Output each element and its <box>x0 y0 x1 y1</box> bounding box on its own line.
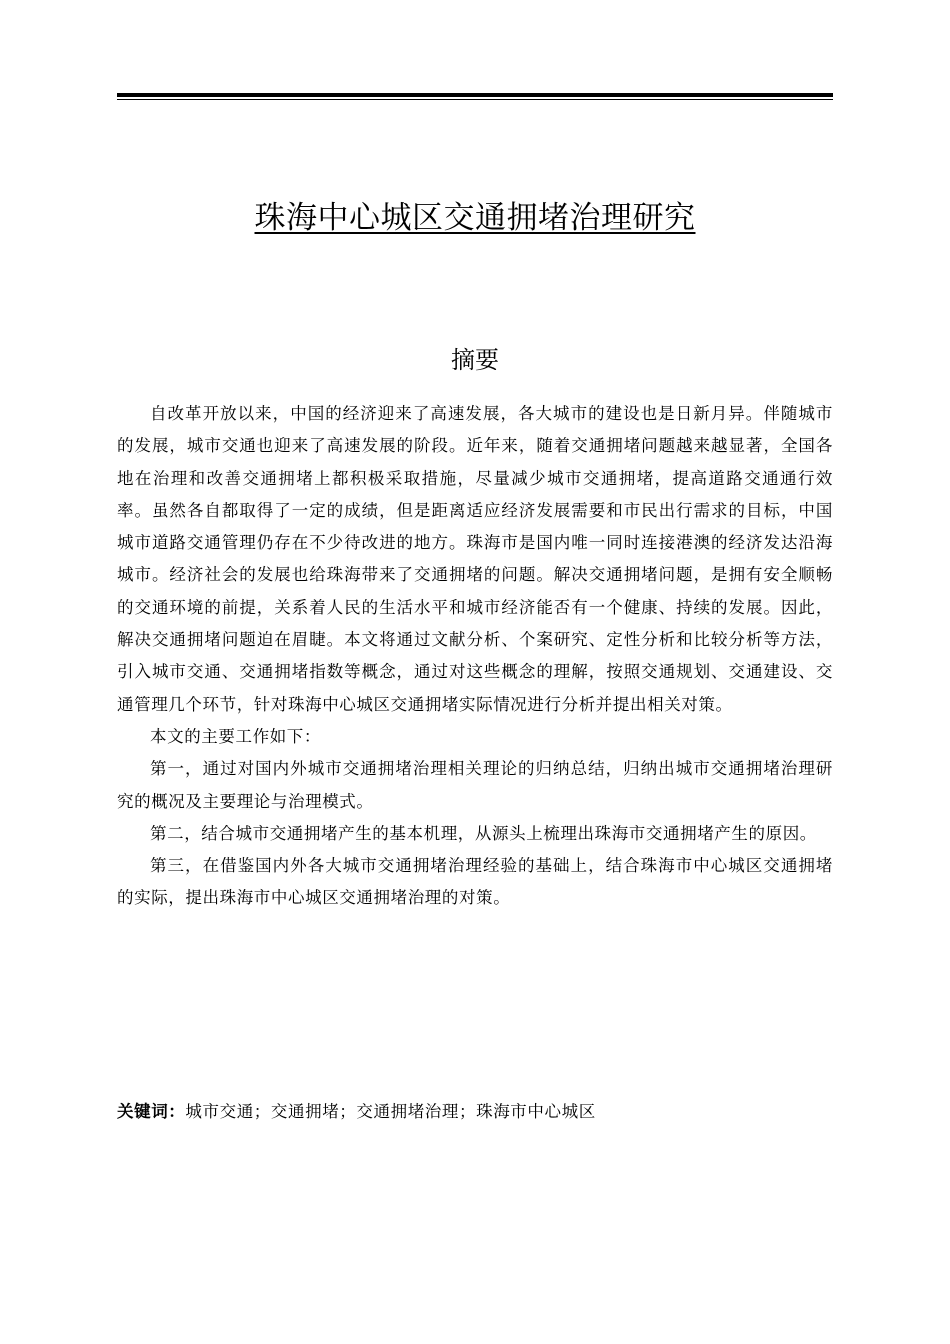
abstract-heading: 摘要 <box>451 346 499 374</box>
keywords-text: 城市交通；交通拥堵；交通拥堵治理；珠海市中心城区 <box>185 1102 596 1121</box>
document-title: 珠海中心城区交通拥堵治理研究 <box>254 200 696 236</box>
header-thin-rule <box>117 99 833 100</box>
abstract-paragraph-3: 第一，通过对国内外城市交通拥堵治理相关理论的归纳总结，归纳出城市交通拥堵治理研究的概况及主要理论与治理模式。 <box>117 759 833 811</box>
keywords-label: 关键词： <box>117 1102 186 1121</box>
abstract-body <box>117 398 833 915</box>
keywords-line <box>117 1096 833 1128</box>
abstract-paragraph-2: 本文的主要工作如下： <box>150 726 321 746</box>
abstract-paragraph-4: 第二，结合城市交通拥堵产生的基本机理，从源头上梳理出珠海市交通拥堵产生的原因。 <box>150 823 817 843</box>
header-thick-rule <box>117 93 833 97</box>
abstract-paragraph-1: 自改革开放以来，中国的经济迎来了高速发展，各大城市的建设也是日新月异。伴随城市的发展，城市交通也迎来了高速发展的阶段。近年来，随着交通拥堵问题越来越显著，全国各地在治理和改善交通拥堵上都积极采取措施，尽量减少城市交通拥堵，提高道路交通通行效率。虽然各自都取得了一定的成绩，但是距离适应经济发展需要和市民出行需求的目标，中国城市道路交通管理仍存在不少待改进的地方。珠海市是国内唯一同时连接港澳的经济发达沿海城市。经济社会的发展也给珠海带来了交通拥堵的问题。解决交通拥堵问题，是拥有安全顺畅的交通环境的前提，关系着人民的生活水平和城市经济能否有一个健康、持续的发展。因此，解决交通拥堵问题迫在眉睫。本文将通过文献分析、个案研究、定性分析和比较分析等方法，引入城市交通、交通拥堵指数等概念，通过对这些概念的理解，按照交通规划、交通建设、交通管理几个环节，针对珠海中心城区交通拥堵实际情况进行分析并提出相关对策。 <box>117 404 833 714</box>
abstract-paragraph-5: 第三，在借鉴国内外各大城市交通拥堵治理经验的基础上，结合珠海市中心城区交通拥堵的实际，提出珠海市中心城区交通拥堵治理的对策。 <box>117 856 833 908</box>
